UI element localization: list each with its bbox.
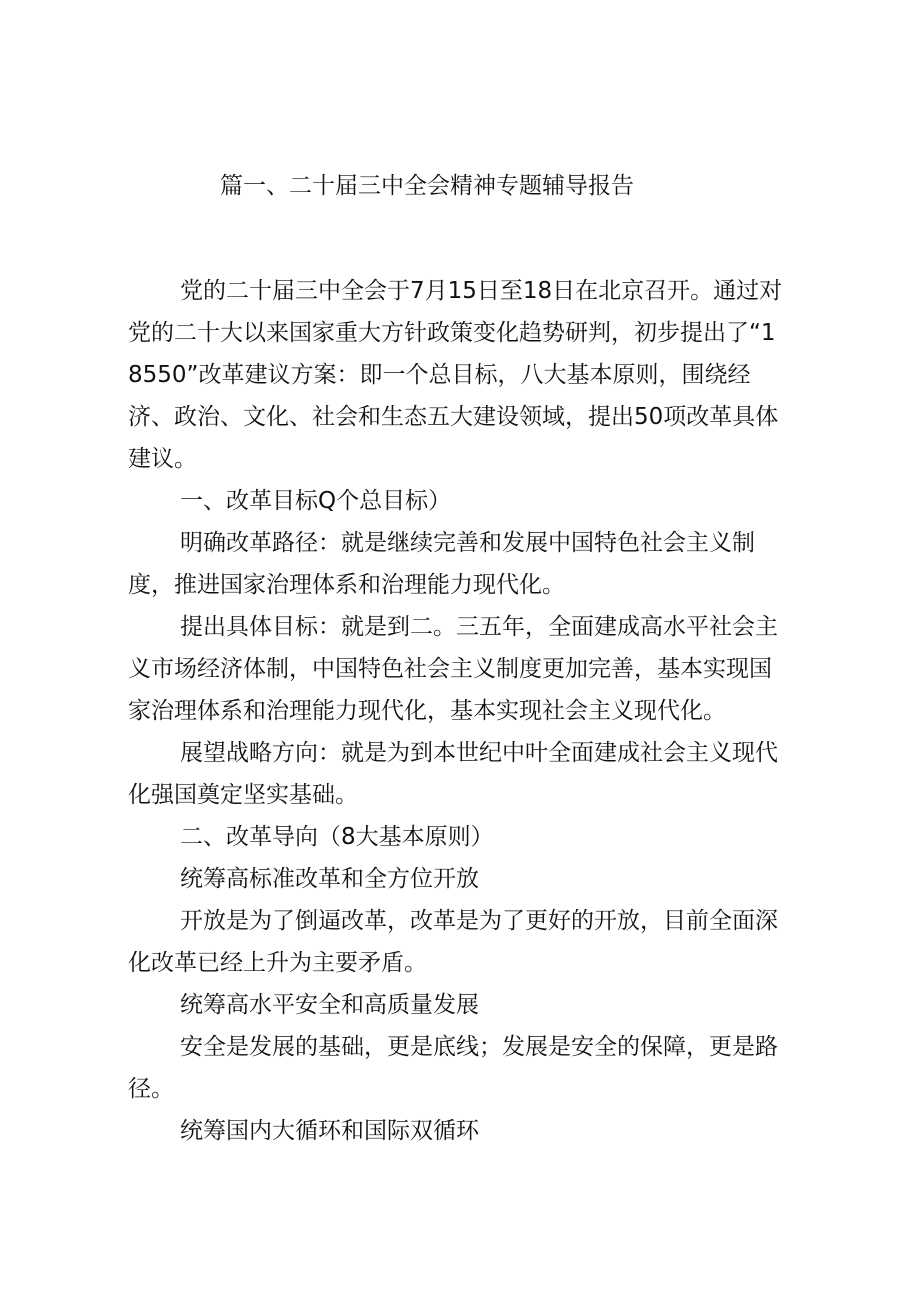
paragraph-strategic-direction: 展望战略方向：就是为到本世纪中叶全面建成社会主义现代化强国奠定坚实基础。 [128,740,778,808]
subheading-reform-and-opening: 统筹高标准改革和全方位开放 [180,866,479,892]
subheading-domestic-and-international-circulation: 统筹国内大循环和国际双循环 [180,1118,479,1144]
paragraph-security-and-development: 安全是发展的基础，更是底线；发展是安全的保障，更是路径。 [128,1034,778,1102]
document-title: 篇一、二十届三中全会精神专题辅导报告 [220,173,634,199]
paragraph-reform-path: 明确改革路径：就是继续完善和发展中国特色社会主义制度，推进国家治理体系和治理能力现代化。 [128,530,755,598]
section-heading-reform-goal: 一、改革目标Q个总目标） [180,488,452,514]
subheading-security-and-development: 统筹高水平安全和高质量发展 [180,992,479,1018]
section-heading-reform-orientation: 二、改革导向（8大基本原则） [180,824,494,850]
paragraph-intro: 党的二十届三中全会于7月15日至18日在北京召开。通过对党的二十大以来国家重大方针政策变化趋势研判，初步提出了“18550”改革建议方案：即一个总目标，八大基本原则，围绕经济、政治、文化、社会和生态五大建设领域，提出50项改革具体建议。 [128,278,783,472]
document-body [128,270,788,1152]
paragraph-specific-goal: 提出具体目标：就是到二。三五年，全面建成高水平社会主义市场经济体制，中国特色社会主义制度更加完善，基本实现国家治理体系和治理能力现代化，基本实现社会主义现代化。 [128,614,778,724]
paragraph-reform-and-opening: 开放是为了倒逼改革，改革是为了更好的开放，目前全面深化改革已经上升为主要矛盾。 [128,908,778,976]
